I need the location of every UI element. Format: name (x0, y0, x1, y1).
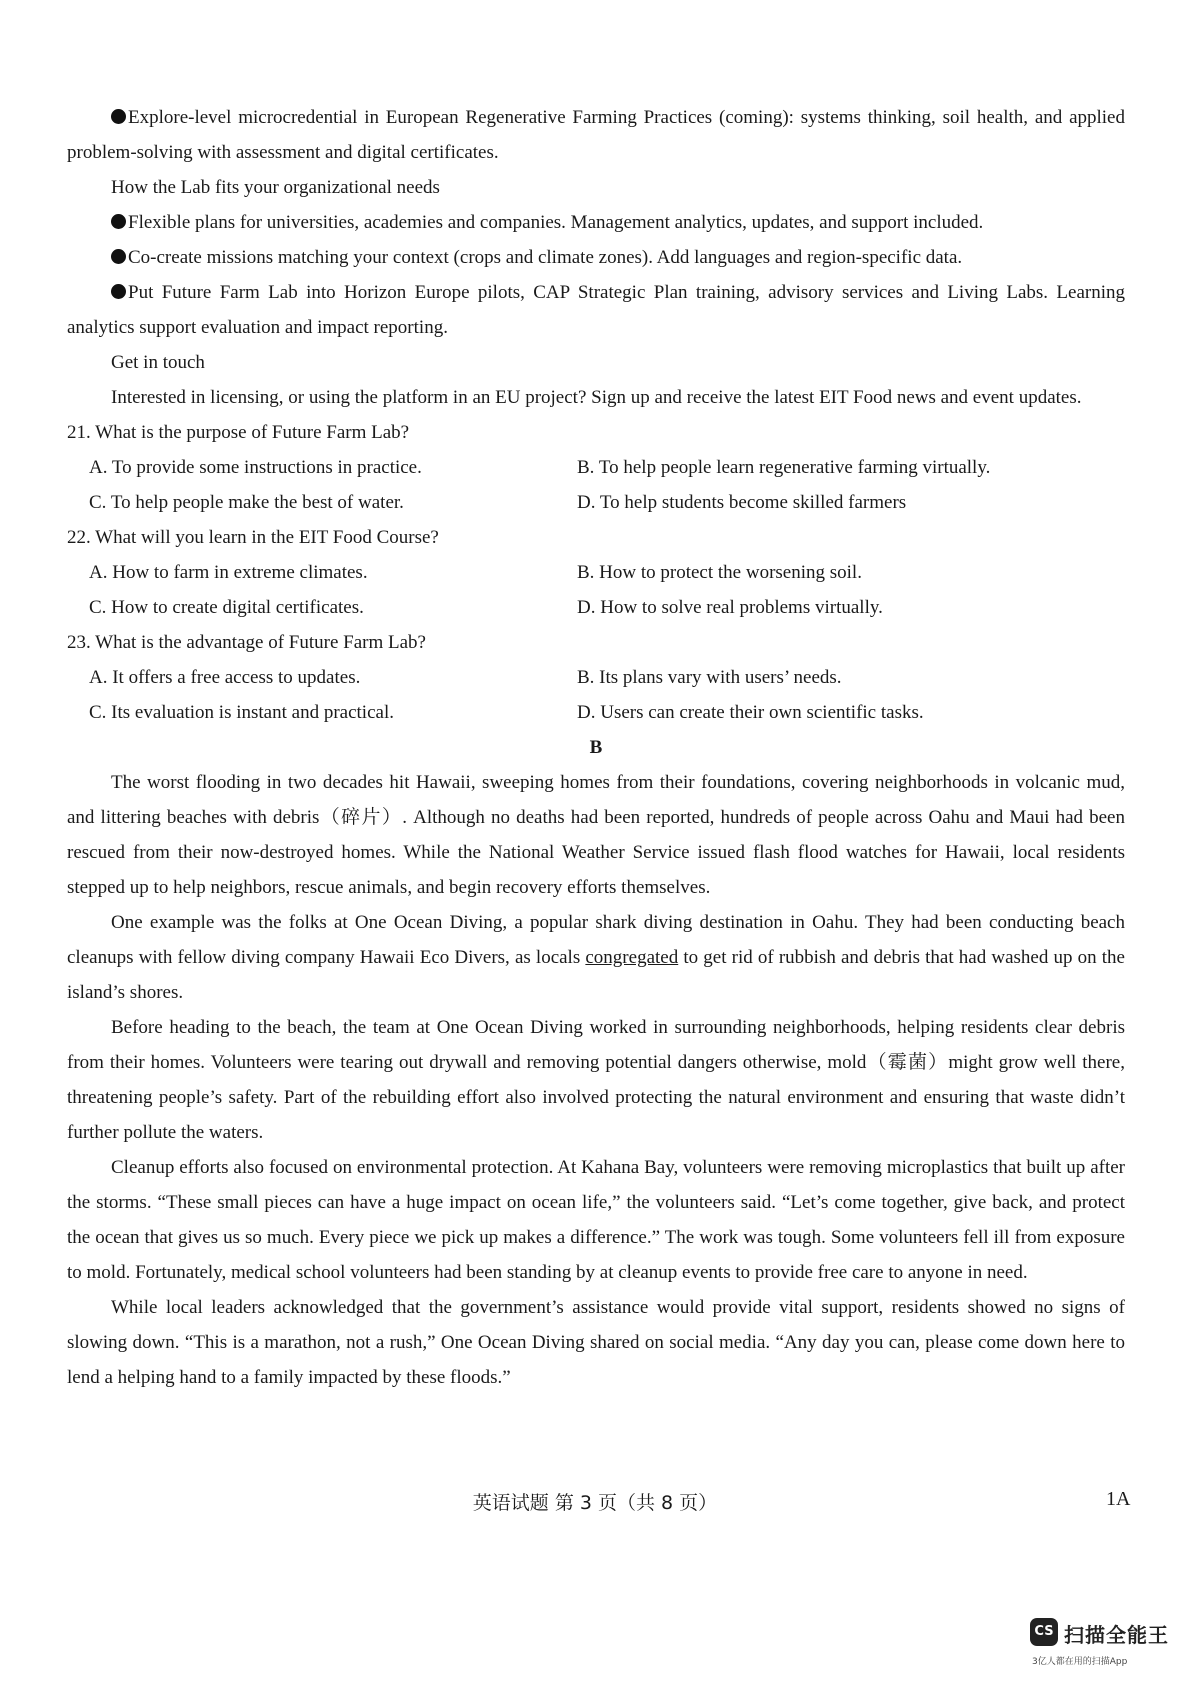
question-23 (67, 625, 1125, 730)
option-a: A. How to farm in extreme climates. (89, 562, 368, 583)
contact-text: Interested in licensing, or using the platform in an EU project? Sign up and receive the latest EIT Food news and event updates. (111, 387, 1082, 408)
heading-fit: How the Lab fits your organizational needs (111, 177, 440, 198)
question-21 (67, 415, 1125, 520)
passage-paragraph-2: One example was the folks at One Ocean Diving, a popular shark diving destination in Oahu. They had been conducting beach cleanups with fellow diving company Hawaii Eco Divers, as locals congregated to get rid of rubbish and debris that had washed up on the island’s shores. (67, 912, 1125, 1003)
bullet-dot-icon (111, 109, 126, 124)
bullet-horizon: Put Future Farm Lab into Horizon Europe pilots, CAP Strategic Plan training, advisory services and Living Labs. Learning analytics support evaluation and impact reporting. (67, 282, 1125, 338)
section-heading-b: B (589, 737, 603, 758)
question-stem: 23. What is the advantage of Future Farm Lab? (67, 632, 426, 653)
option-b: B. How to protect the worsening soil. (577, 562, 862, 583)
option-b: B. To help people learn regenerative farming virtually. (577, 457, 991, 478)
bullet-plans: Flexible plans for universities, academies and companies. Management analytics, updates, and support included. (67, 205, 1125, 240)
option-b: B. Its plans vary with users’ needs. (577, 667, 842, 688)
bullet-dot-icon (111, 249, 126, 264)
scanner-watermark (1030, 1618, 1170, 1676)
option-a: A. To provide some instructions in practice. (89, 457, 422, 478)
question-stem: 22. What will you learn in the EIT Food Course? (67, 527, 439, 548)
passage-paragraph-1: The worst flooding in two decades hit Hawaii, sweeping homes from their foundations, covering neighborhoods in volcanic mud, and littering beaches with debris（碎片）. Although no deaths had been reported, hundreds of people across Oahu and Maui had been rescued from their now-destroyed homes. While the National Weather Service issued flash flood watches for Hawaii, local residents stepped up to help neighbors, rescue animals, and begin recovery efforts themselves. (67, 772, 1125, 898)
passage-paragraph-5: While local leaders acknowledged that the government’s assistance would provide vital support, residents showed no signs of slowing down. “This is a marathon, not a rush,” One Ocean Diving shared on social media. “Any day you can, please come down here to lend a helping hand to a family impacted by these floods.” (67, 1297, 1125, 1388)
option-c: C. How to create digital certificates. (89, 597, 364, 618)
bullet-microcredential: Explore-level microcredential in European Regenerative Farming Practices (coming): systems thinking, soil health, and applied problem-solving with assessment and digital certificates. (67, 107, 1125, 163)
camscanner-logo-icon: CS (1030, 1618, 1058, 1646)
question-stem: 21. What is the purpose of Future Farm Lab? (67, 422, 410, 443)
page-number-label: 英语试题 第 3 页（共 8 页） (472, 1492, 718, 1514)
heading-contact: Get in touch (111, 352, 205, 373)
passage-paragraph-3: Before heading to the beach, the team at One Ocean Diving worked in surrounding neighborhoods, helping residents clear debris from their homes. Volunteers were tearing out drywall and removing potential dangers otherwise, mold（霉菌）might grow well there, threatening people’s safety. Part of the rebuilding effort also involved protecting the natural environment and ensuring that waste didn’t further pollute the waters. (67, 1017, 1125, 1143)
bullet-dot-icon (111, 284, 126, 299)
option-c: C. Its evaluation is instant and practical. (89, 702, 394, 723)
watermark-tagline: 3亿人都在用的扫描App (1032, 1657, 1128, 1667)
bullet-dot-icon (111, 214, 126, 229)
option-d: D. To help students become skilled farmers (577, 492, 907, 513)
passage-paragraph-4: Cleanup efforts also focused on environmental protection. At Kahana Bay, volunteers were removing microplastics that built up after the storms. “These small pieces can have a huge impact on ocean life,” the volunteers said. “Let’s come together, give back, and protect the ocean that gives us so much. Every piece we pick up makes a difference.” The work was tough. Some volunteers fell ill from exposure to mold. Fortunately, medical school volunteers had been standing by at cleanup events to provide free care to anyone in need. (67, 1157, 1125, 1283)
option-c: C. To help people make the best of water. (89, 492, 404, 513)
paper-code: 1A (1106, 1488, 1131, 1510)
exam-page (67, 100, 1125, 1395)
option-a: A. It offers a free access to updates. (89, 667, 361, 688)
bullet-cocreate: Co-create missions matching your context (crops and climate zones). Add languages and region-specific data. (67, 240, 1125, 275)
underlined-word: congregated (585, 947, 679, 968)
watermark-app-name: 扫描全能王 (1064, 1623, 1169, 1647)
option-d: D. How to solve real problems virtually. (577, 597, 883, 618)
option-d: D. Users can create their own scientific tasks. (577, 702, 924, 723)
question-22 (67, 520, 1125, 625)
